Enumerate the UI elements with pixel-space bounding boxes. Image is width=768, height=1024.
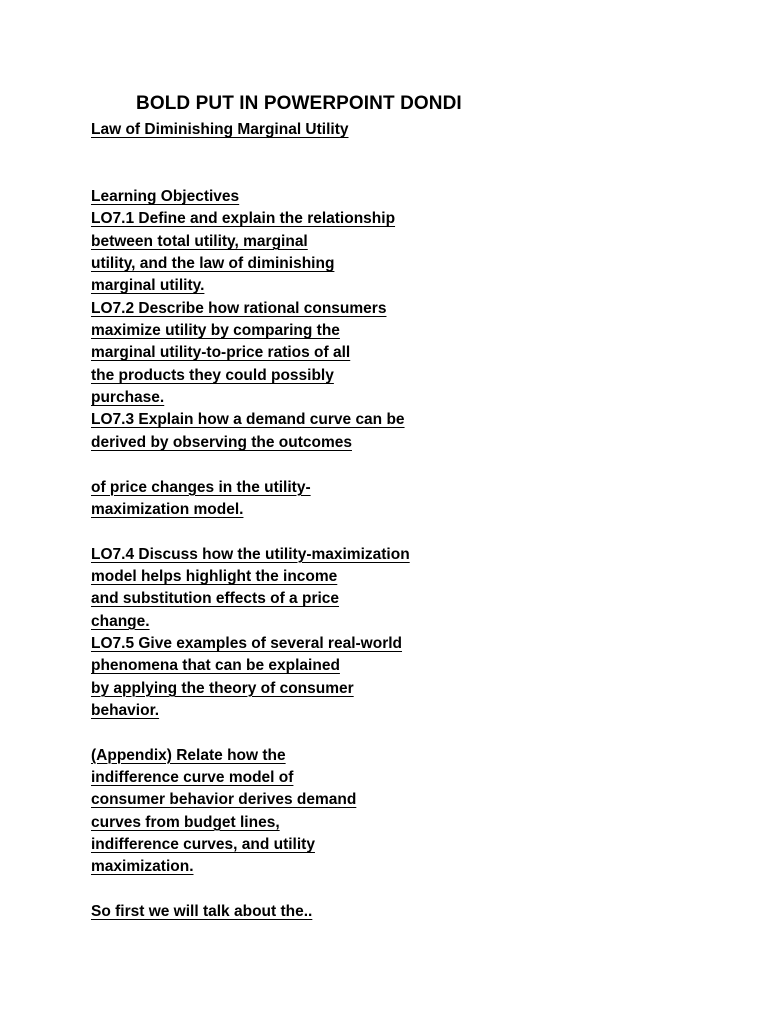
- text-line: [91, 834, 511, 856]
- text-line-content: maximization.: [91, 858, 194, 876]
- text-line: [91, 678, 511, 700]
- text-line: [91, 409, 511, 431]
- text-line: [91, 901, 511, 923]
- text-line: [91, 186, 511, 208]
- text-line-content: curves from budget lines,: [91, 813, 280, 831]
- text-line-content: LO7.5 Give examples of several real-world: [91, 634, 403, 652]
- text-line-content: maximization model.: [91, 500, 244, 518]
- text-line-content: utility, and the law of diminishing: [91, 255, 335, 273]
- text-line-content: behavior.: [91, 701, 160, 719]
- text-line: [91, 342, 511, 364]
- text-line: [91, 119, 511, 141]
- text-line-content: LO7.2 Describe how rational consumers: [91, 299, 387, 317]
- text-line-content: LO7.1 Define and explain the relationship: [91, 210, 396, 228]
- document-heading: BOLD PUT IN POWERPOINT DONDI: [136, 93, 462, 114]
- text-line-content: purchase.: [91, 389, 165, 407]
- text-line-content: derived by observing the outcomes: [91, 433, 352, 451]
- text-line-content: indifference curve model of: [91, 768, 294, 786]
- text-line: [91, 432, 511, 454]
- text-line-content: and substitution effects of a price: [91, 590, 340, 608]
- blank-line: [91, 879, 511, 901]
- text-line: [91, 700, 511, 722]
- text-line: [91, 655, 511, 677]
- text-line-content: phenomena that can be explained: [91, 657, 340, 675]
- text-line: [91, 298, 511, 320]
- text-line: [91, 365, 511, 387]
- text-line-content: (Appendix) Relate how the: [91, 746, 286, 764]
- text-line-content: model helps highlight the income: [91, 567, 338, 585]
- blank-line: [91, 722, 511, 744]
- text-line: [91, 588, 511, 610]
- blank-line: [91, 141, 511, 163]
- text-line: [91, 633, 511, 655]
- text-line-content: So first we will talk about the..: [91, 903, 313, 921]
- text-line-content: LO7.4 Discuss how the utility-maximization: [91, 545, 410, 563]
- text-line: [91, 499, 511, 521]
- blank-line: [91, 164, 511, 186]
- text-line-content: the products they could possibly: [91, 366, 334, 384]
- text-line-content: change.: [91, 612, 150, 630]
- text-line-content: between total utility, marginal: [91, 232, 308, 250]
- text-line-content: LO7.3 Explain how a demand curve can be: [91, 411, 405, 429]
- text-line: [91, 856, 511, 878]
- text-line: [91, 812, 511, 834]
- text-line-content: maximize utility by comparing the: [91, 322, 340, 340]
- blank-line: [91, 521, 511, 543]
- text-line: [91, 745, 511, 767]
- text-line: [91, 231, 511, 253]
- text-line-content: Learning Objectives: [91, 188, 240, 206]
- text-line: [91, 477, 511, 499]
- text-line: [91, 566, 511, 588]
- text-line: [91, 544, 511, 566]
- text-line-content: Law of Diminishing Marginal Utility: [91, 121, 349, 138]
- text-line-content: marginal utility.: [91, 277, 205, 295]
- text-line: [91, 320, 511, 342]
- text-line-content: marginal utility-to-price ratios of all: [91, 344, 351, 362]
- text-line: [91, 275, 511, 297]
- text-line: [91, 767, 511, 789]
- text-line-content: consumer behavior derives demand: [91, 791, 357, 809]
- text-line: [91, 208, 511, 230]
- document-body: [91, 119, 511, 923]
- blank-line: [91, 454, 511, 476]
- text-line-content: of price changes in the utility-: [91, 478, 311, 496]
- text-line: [91, 387, 511, 409]
- text-line-content: by applying the theory of consumer: [91, 679, 354, 697]
- text-line: [91, 789, 511, 811]
- text-line: [91, 611, 511, 633]
- text-line: [91, 253, 511, 275]
- text-line-content: indifference curves, and utility: [91, 836, 315, 853]
